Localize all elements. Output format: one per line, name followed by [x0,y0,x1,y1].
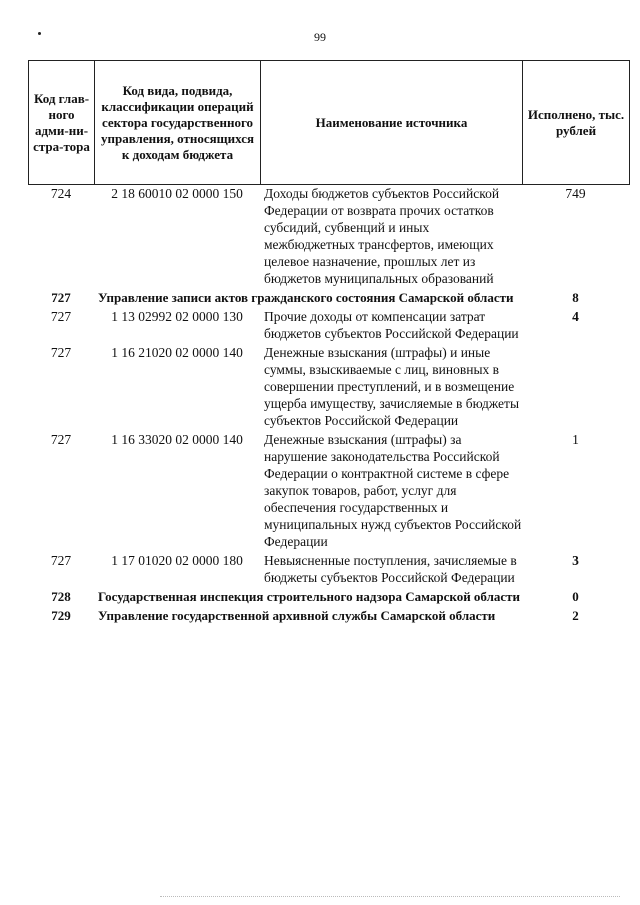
table-row [28,344,629,429]
executed-value: 749 [565,186,586,201]
header-classification-code: Код вида, подвида, классификации операций сектора государственного управления, относящихся к доходам бюджета [95,61,261,185]
table-row [28,185,629,287]
admin-code: 727 [50,345,72,360]
source-name: Денежные взыскания (штрафы) и иные суммы, взыскиваемые с лиц, виновных в совершении преступлений, и в возмещение ущерба имуществу, зачисляемые в бюджеты субъектов Российской Федерации [264,345,520,428]
admin-code: 729 [51,608,71,623]
header-source-name: Наименование источника [261,61,523,185]
executed-value: 3 [572,553,579,568]
page-number: 99 [314,30,326,44]
classification-code: 1 16 33020 02 0000 140 [111,432,243,447]
table-row [28,552,629,586]
executed-value: 8 [572,290,579,305]
admin-code: 727 [50,553,72,568]
administrator-title: Управление государственной архивной службы Самарской области [98,608,496,623]
classification-code: 1 13 02992 02 0000 130 [111,309,243,324]
table-row-group [28,289,629,306]
table-row-group [28,607,629,624]
header-admin-code: Код глав-ного адми-ни-стра-тора [29,61,95,185]
source-name: Прочие доходы от компенсации затрат бюджетов субъектов Российской Федерации [264,309,519,341]
header-executed: Исполнено, тыс. рублей [523,61,630,185]
executed-value [522,344,629,429]
admin-code: 728 [51,589,71,604]
source-name: Денежные взыскания (штрафы) за нарушение законодательства Российской Федерации о контрактной системе в сфере закупок товаров, работ, услуг для обеспечения государственных и муниципальных нужд субъектов Российской Федерации [264,432,522,549]
executed-value: 1 [572,432,579,447]
admin-code: 724 [50,186,72,201]
classification-code: 2 18 60010 02 0000 150 [111,186,243,201]
classification-code: 1 16 21020 02 0000 140 [111,345,243,360]
executed-value: 2 [572,608,579,623]
administrator-title: Государственная инспекция строительного надзора Самарской области [98,589,521,604]
table-header [28,60,630,185]
admin-code: 727 [50,309,72,324]
executed-value: 4 [572,309,579,324]
executed-value: 0 [572,589,579,604]
admin-code: 727 [51,290,71,305]
scan-artifact [160,896,620,899]
admin-code: 727 [50,432,72,447]
table-row [28,308,629,342]
administrator-title: Управление записи актов гражданского состояния Самарской области [98,290,514,305]
budget-table [28,60,629,624]
table-row [28,431,629,550]
table-row-group [28,588,629,605]
classification-code: 1 17 01020 02 0000 180 [111,553,243,568]
source-name: Невыясненные поступления, зачисляемые в бюджеты субъектов Российской Федерации [264,553,517,585]
source-name: Доходы бюджетов субъектов Российской Федерации от возврата прочих остатков субсидий, субвенций и иных межбюджетных трансфертов, имеющих целевое назначение, прошлых лет из бюджетов муниципальных образований [264,186,500,286]
table-body [28,185,629,624]
